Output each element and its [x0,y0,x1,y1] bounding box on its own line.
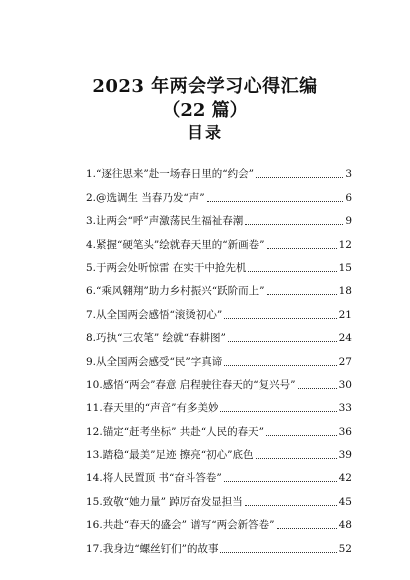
toc-entry-number: 8. [86,332,97,345]
toc-entry-page-number: 33 [338,402,352,415]
toc-entry-page-number: 52 [338,542,352,555]
toc-entry-page-number: 45 [338,495,352,508]
document-subtitle: （22 篇） [162,100,248,121]
toc-entry-number: 11. [86,402,103,415]
toc-entry-page-number: 24 [338,332,352,345]
toc-entry-title: 让两会“呼”声激荡民生福祉春潮 [96,215,244,228]
toc-entry-page-number: 6 [345,191,352,204]
toc-entry[interactable] [86,227,352,250]
toc-entry[interactable] [86,531,352,554]
toc-entry[interactable] [86,461,352,484]
toc-dot-leader [267,248,337,249]
toc-dot-leader [245,505,337,506]
toc-dot-leader [266,435,337,436]
toc-entry-number: 2. [86,191,97,204]
toc-entry-number: 6. [86,285,97,298]
toc-dot-leader [224,481,337,482]
toc-entry[interactable] [86,251,352,274]
toc-entry-title: 锚定“赶考坐标” 共赴“人民的春天” [102,425,265,438]
toc-entry-title: 于两会处听惊雷 在实干中抢先机 [96,261,247,274]
toc-entry-number: 17. [86,542,103,555]
toc-entry[interactable] [86,414,352,437]
toc-entry-title: 踏稳“最美”足迹 擦亮“初心”底色 [102,449,254,462]
toc-dot-leader [267,294,337,295]
toc-entry-page-number: 42 [338,472,352,485]
toc-entry-number: 12. [86,425,103,438]
toc-entry-number: 15. [86,495,103,508]
toc-entry-page-number: 9 [345,215,352,228]
toc-entry[interactable] [86,274,352,297]
toc-dot-leader [224,365,336,366]
toc-entry-title: 感悟“两会”春意 启程驶往春天的“复兴号” [102,378,296,391]
toc-entry-title: 春天里的“声音”有多美妙 [102,402,219,415]
toc-dot-leader [256,458,337,459]
toc-entry-title: “乘风翱翔”助力乡村振兴“跃阶而上” [96,285,265,298]
toc-entry-page-number: 36 [338,425,352,438]
toc-dot-leader [298,388,337,389]
toc-dot-leader [228,341,337,342]
toc-entry-page-number: 39 [338,449,352,462]
toc-entry[interactable] [86,508,352,531]
toc-entry-title: 我身边“螺丝钉们”的故事 [102,542,219,555]
toc-entry[interactable] [86,391,352,414]
toc-dot-leader [248,271,336,272]
toc-entry-page-number: 30 [338,378,352,391]
toc-entry-page-number: 21 [338,308,352,321]
toc-entry-title: 从全国两会感受“民”字真谛 [96,355,223,368]
toc-entry-number: 4. [86,238,97,251]
toc-entry-title: @选调生 当春乃发“声” [96,191,205,204]
toc-entry[interactable] [86,344,352,367]
toc-entry-title: 将人民置顶 书“奋斗答卷” [102,472,222,485]
toc-entry-number: 5. [86,261,97,274]
toc-entry-number: 13. [86,449,103,462]
toc-dot-leader [256,177,343,178]
toc-entry-number: 9. [86,355,97,368]
toc-entry-page-number: 48 [338,519,352,532]
toc-entry-title: 致敬“她力量” 踔厉奋发显担当 [102,495,243,508]
toc-entry[interactable] [86,438,352,461]
toc-entry-number: 16. [86,519,103,532]
toc-entry-number: 3. [86,215,97,228]
toc-heading: 目录 [186,123,223,142]
toc-entry[interactable] [86,180,352,203]
toc-dot-leader [220,552,336,553]
toc-entry[interactable] [86,204,352,227]
toc-entry-page-number: 3 [345,168,352,181]
toc-dot-leader [220,411,336,412]
toc-entry-number: 7. [86,308,97,321]
toc-entry-title: 紧握“硬笔头”绘就春天里的“新画卷” [96,238,265,251]
toc-entry-page-number: 12 [338,238,352,251]
toc-entry[interactable] [86,297,352,320]
toc-entry-title: 共赴“春天的盛会” 谱写“两会新答卷” [102,519,275,532]
toc-entry-title: 从全国两会感悟“滚烫初心” [96,308,223,321]
table-of-contents [86,157,352,555]
toc-entry-page-number: 27 [338,355,352,368]
toc-entry-title: “逐往思来”赴一场春日里的“约会” [96,168,255,181]
toc-dot-leader [277,528,337,529]
toc-entry-page-number: 15 [338,261,352,274]
toc-entry-page-number: 18 [338,285,352,298]
toc-entry[interactable] [86,157,352,180]
toc-dot-leader [207,201,344,202]
toc-entry-title: 巧执“三农笔” 绘就“春耕图” [96,332,226,345]
toc-dot-leader [245,224,343,225]
toc-entry-number: 1. [86,168,97,181]
toc-entry[interactable] [86,368,352,391]
document-title: 2023 年两会学习心得汇编 [92,76,318,97]
toc-entry[interactable] [86,484,352,507]
toc-dot-leader [224,318,336,319]
toc-entry-number: 14. [86,472,103,485]
toc-entry[interactable] [86,321,352,344]
toc-entry-number: 10. [86,378,103,391]
